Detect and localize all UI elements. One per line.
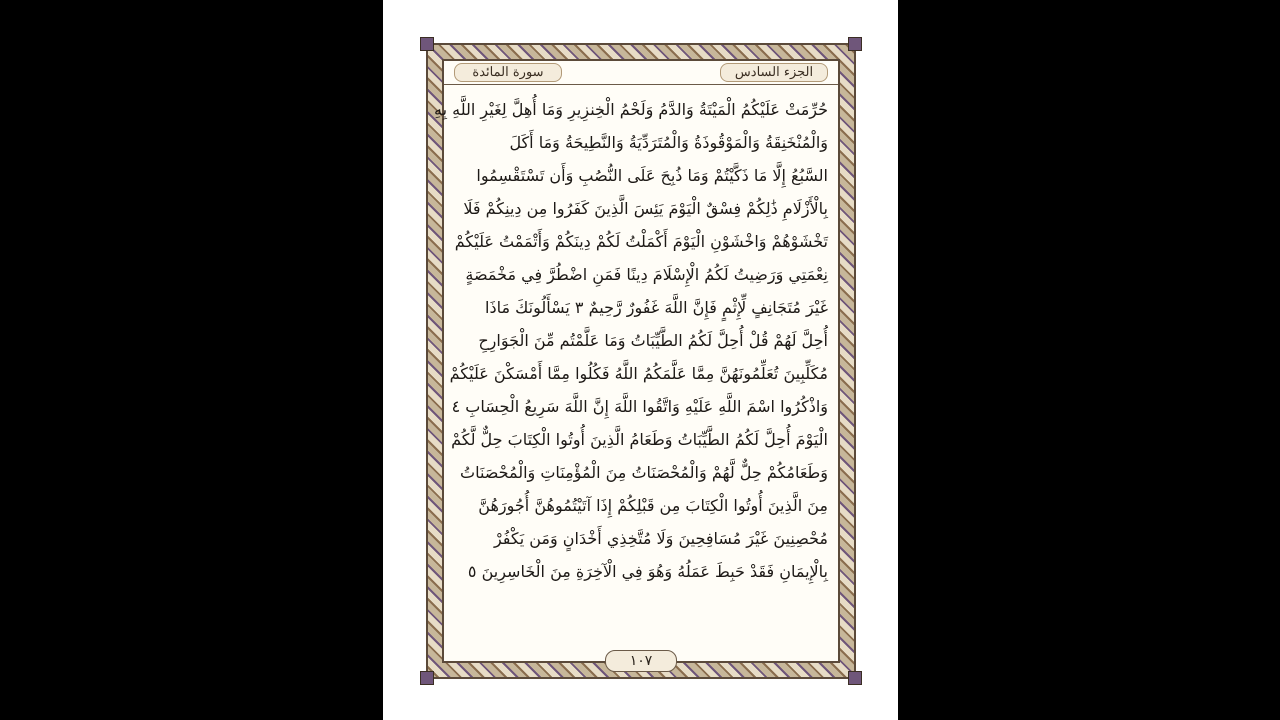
- text-line: تَخْشَوْهُمْ وَاخْشَوْنِ الْيَوْمَ أَكْمَلْتُ لَكُمْ دِينَكُمْ وَأَتْمَمْتُ عَلَيْكُمْ: [454, 232, 828, 251]
- text-line: نِعْمَتِي وَرَضِيتُ لَكُمُ الْإِسْلَامَ دِينًا فَمَنِ اضْطُرَّ فِي مَخْمَصَةٍ: [465, 265, 828, 284]
- juz-title: الجزء السادس: [720, 63, 828, 82]
- corner-ornament-icon: [848, 37, 862, 51]
- text-line: مِنَ الَّذِينَ أُوتُوا الْكِتَابَ مِن قَبْلِكُمْ إِذَا آتَيْتُمُوهُنَّ أُجُورَهُنَّ: [478, 496, 828, 515]
- corner-ornament-icon: [848, 671, 862, 685]
- text-line: مُكَلِّبِينَ تُعَلِّمُونَهُنَّ مِمَّا عَلَّمَكُمُ اللَّهُ فَكُلُوا مِمَّا أَمْسَكْنَ عَلَيْكُمْ: [449, 364, 828, 383]
- text-panel: [434, 59, 840, 669]
- text-line: وَاذْكُرُوا اسْمَ اللَّهِ عَلَيْهِ وَاتَّقُوا اللَّهَ إِنَّ اللَّهَ سَرِيعُ الْحِسَابِ ٤: [451, 397, 828, 416]
- text-line: أُحِلَّ لَهُمْ قُلْ أُحِلَّ لَكُمُ الطَّيِّبَاتُ وَمَا عَلَّمْتُم مِّنَ الْجَوَارِحِ: [478, 331, 828, 350]
- text-line: بِالْأَزْلَامِ ذَٰلِكُمْ فِسْقٌ الْيَوْمَ يَئِسَ الَّذِينَ كَفَرُوا مِن دِينِكُمْ فَلَا: [463, 199, 828, 218]
- page-number: ١٠٧: [605, 650, 677, 672]
- text-line: حُرِّمَتْ عَلَيْكُمُ الْمَيْتَةُ وَالدَّمُ وَلَحْمُ الْخِنزِيرِ وَمَا أُهِلَّ لِغَيْرِ اللَّهِ بِهِ: [434, 100, 828, 119]
- ornamental-border: [426, 43, 856, 679]
- text-line: السَّبُعُ إِلَّا مَا ذَكَّيْتُمْ وَمَا ذُبِحَ عَلَى النُّصُبِ وَأَن تَسْتَقْسِمُوا: [476, 166, 828, 185]
- text-line: وَطَعَامُكُمْ حِلٌّ لَّهُمْ وَالْمُحْصَنَاتُ مِنَ الْمُؤْمِنَاتِ وَالْمُحْصَنَاتُ: [460, 463, 828, 482]
- corner-ornament-icon: [420, 671, 434, 685]
- text-line: وَالْمُنْخَنِقَةُ وَالْمَوْقُوذَةُ وَالْمُتَرَدِّيَةُ وَالنَّطِيحَةُ وَمَا أَكَلَ: [509, 133, 828, 152]
- text-line: مُحْصِنِينَ غَيْرَ مُسَافِحِينَ وَلَا مُتَّخِذِي أَخْدَانٍ وَمَن يَكْفُرْ: [493, 529, 828, 548]
- surah-title: سورة المائدة: [454, 63, 562, 82]
- quran-page: [383, 0, 898, 720]
- text-line: بِالْإِيمَانِ فَقَدْ حَبِطَ عَمَلُهُ وَهُوَ فِي الْآخِرَةِ مِنَ الْخَاسِرِينَ ٥: [467, 562, 828, 581]
- text-line: غَيْرَ مُتَجَانِفٍ لِّإِثْمٍ فَإِنَّ اللَّهَ غَفُورٌ رَّحِيمٌ ٣ يَسْأَلُونَكَ مَاذَا: [485, 298, 828, 317]
- verse-content: [434, 93, 828, 629]
- text-line: الْيَوْمَ أُحِلَّ لَكُمُ الطَّيِّبَاتُ وَطَعَامُ الَّذِينَ أُوتُوا الْكِتَابَ حِلٌّ لَّكُمْ: [451, 430, 828, 449]
- corner-ornament-icon: [420, 37, 434, 51]
- page-header: [444, 61, 838, 85]
